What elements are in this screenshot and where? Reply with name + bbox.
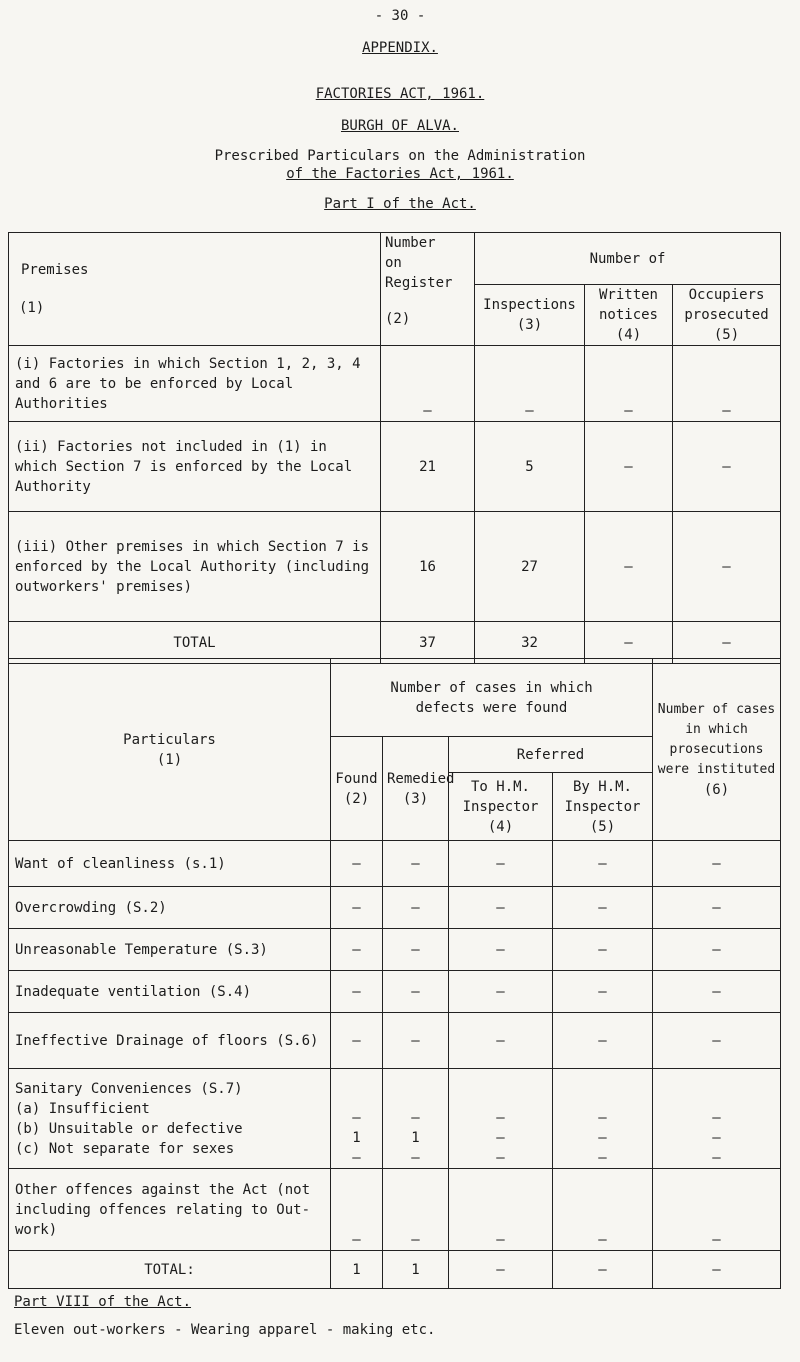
found-value: – 1 – xyxy=(331,1069,383,1169)
remedied-total: 1 xyxy=(383,1251,449,1289)
found-value: – xyxy=(331,887,383,929)
inspections-header: Inspections (3) xyxy=(475,285,585,346)
table-row xyxy=(9,841,781,887)
to-hm-value: – xyxy=(449,1013,553,1069)
found-header: Found (2) xyxy=(331,737,383,841)
remedied-value: – xyxy=(383,1013,449,1069)
by-hm-value: – xyxy=(553,841,653,887)
inspections-value: – xyxy=(475,346,585,422)
referred-header: Referred xyxy=(449,737,653,773)
notices-value: – xyxy=(585,346,673,422)
found-total: 1 xyxy=(331,1251,383,1289)
register-value: 16 xyxy=(381,512,475,622)
to-hm-total: – xyxy=(449,1251,553,1289)
register-value: 21 xyxy=(381,422,475,512)
burgh-title: BURGH OF ALVA. xyxy=(340,118,459,134)
heading-line-2: of the Factories Act, 1961. xyxy=(286,166,514,182)
act-title: FACTORIES ACT, 1961. xyxy=(315,86,485,102)
remedied-value: – xyxy=(383,971,449,1013)
prosecutions-total: – xyxy=(653,1251,781,1289)
prosecutions-value: – xyxy=(653,971,781,1013)
found-value: – xyxy=(331,929,383,971)
row-label: Ineffective Drainage of floors (S.6) xyxy=(9,1013,331,1069)
row-label: Other offences against the Act (not including offences relating to Out-work) xyxy=(9,1169,331,1251)
inspections-value: 27 xyxy=(475,512,585,622)
table-row xyxy=(9,1013,781,1069)
found-value: – xyxy=(331,1169,383,1251)
remedied-value: – xyxy=(383,887,449,929)
prosecutions-header: Number of cases in which prosecutions were instituted (6) xyxy=(653,659,781,841)
to-hm-value: – xyxy=(449,971,553,1013)
to-hm-inspector-header: To H.M. Inspector (4) xyxy=(449,773,553,841)
by-hm-value: – xyxy=(553,971,653,1013)
register-header: Number on Register (2) xyxy=(381,233,475,346)
table-row xyxy=(9,929,781,971)
found-value: – xyxy=(331,1013,383,1069)
prosecuted-value: – xyxy=(673,422,781,512)
table-row xyxy=(9,971,781,1013)
prosecutions-value: – – – xyxy=(653,1069,781,1169)
register-total: 37 xyxy=(381,622,475,664)
remedied-value: – xyxy=(383,1169,449,1251)
by-hm-value: – – – xyxy=(553,1069,653,1169)
row-label: Want of cleanliness (s.1) xyxy=(9,841,331,887)
table-row xyxy=(9,887,781,929)
cases-defects-header: Number of cases in which defects were found xyxy=(331,659,653,737)
outworkers-note: Eleven out-workers - Wearing apparel - making etc. xyxy=(14,1322,436,1338)
written-notices-header: Written notices (4) xyxy=(585,285,673,346)
remedied-value: – xyxy=(383,841,449,887)
remedied-value: – xyxy=(383,929,449,971)
notices-value: – xyxy=(585,422,673,512)
found-value: – xyxy=(331,971,383,1013)
row-label: (iii) Other premises in which Section 7 is enforced by the Local Authority (including outworkers' premises) xyxy=(9,512,381,622)
row-label: (i) Factories in which Section 1, 2, 3, 4 and 6 are to be enforced by Local Authorities xyxy=(9,346,381,422)
by-hm-value: – xyxy=(553,1013,653,1069)
by-hm-value: – xyxy=(553,887,653,929)
to-hm-value: – – – xyxy=(449,1069,553,1169)
remedied-value: – 1 – xyxy=(383,1069,449,1169)
total-label: TOTAL xyxy=(9,622,381,664)
premises-table xyxy=(8,232,781,664)
notices-total: – xyxy=(585,622,673,664)
prosecutions-value: – xyxy=(653,1013,781,1069)
notices-value: – xyxy=(585,512,673,622)
by-hm-value: – xyxy=(553,1169,653,1251)
remedied-header: Remedied (3) xyxy=(383,737,449,841)
prosecuted-total: – xyxy=(673,622,781,664)
sanitary-row xyxy=(9,1069,781,1169)
row-label: Unreasonable Temperature (S.3) xyxy=(9,929,331,971)
prosecuted-value: – xyxy=(673,346,781,422)
number-of-header: Number of xyxy=(475,233,781,285)
to-hm-value: – xyxy=(449,929,553,971)
by-hm-total: – xyxy=(553,1251,653,1289)
prosecuted-value: – xyxy=(673,512,781,622)
prosecutions-value: – xyxy=(653,929,781,971)
to-hm-value: – xyxy=(449,1169,553,1251)
prosecutions-value: – xyxy=(653,841,781,887)
prosecutions-value: – xyxy=(653,887,781,929)
inspections-value: 5 xyxy=(475,422,585,512)
row-label: Inadequate ventilation (S.4) xyxy=(9,971,331,1013)
table-row xyxy=(9,346,781,422)
row-label: Overcrowding (S.2) xyxy=(9,887,331,929)
heading-line-1: Prescribed Particulars on the Administration xyxy=(214,148,586,164)
total-row xyxy=(9,1251,781,1289)
table-row xyxy=(9,512,781,622)
total-label: TOTAL: xyxy=(9,1251,331,1289)
defects-table xyxy=(8,658,781,1289)
premises-header: Premises (1) xyxy=(9,233,381,346)
to-hm-value: – xyxy=(449,841,553,887)
row-label: (ii) Factories not included in (1) in which Section 7 is enforced by the Local Authority xyxy=(9,422,381,512)
by-hm-value: – xyxy=(553,929,653,971)
by-hm-inspector-header: By H.M. Inspector (5) xyxy=(553,773,653,841)
table-row xyxy=(9,1169,781,1251)
particulars-header: Particulars (1) xyxy=(9,659,331,841)
to-hm-value: – xyxy=(449,887,553,929)
appendix-heading: APPENDIX. xyxy=(362,40,438,56)
inspections-total: 32 xyxy=(475,622,585,664)
found-value: – xyxy=(331,841,383,887)
page-number: - 30 - xyxy=(374,8,426,24)
occupiers-prosecuted-header: Occupiers prosecuted (5) xyxy=(673,285,781,346)
prosecutions-value: – xyxy=(653,1169,781,1251)
table-row xyxy=(9,422,781,512)
sanitary-label: Sanitary Conveniences (S.7) (a) Insufficient (b) Unsuitable or defective (c) Not separate for sexes xyxy=(9,1069,331,1169)
part-eight-heading: Part VIII of the Act. xyxy=(14,1294,192,1310)
part-one-heading: Part I of the Act. xyxy=(324,196,476,212)
register-value: – xyxy=(381,346,475,422)
